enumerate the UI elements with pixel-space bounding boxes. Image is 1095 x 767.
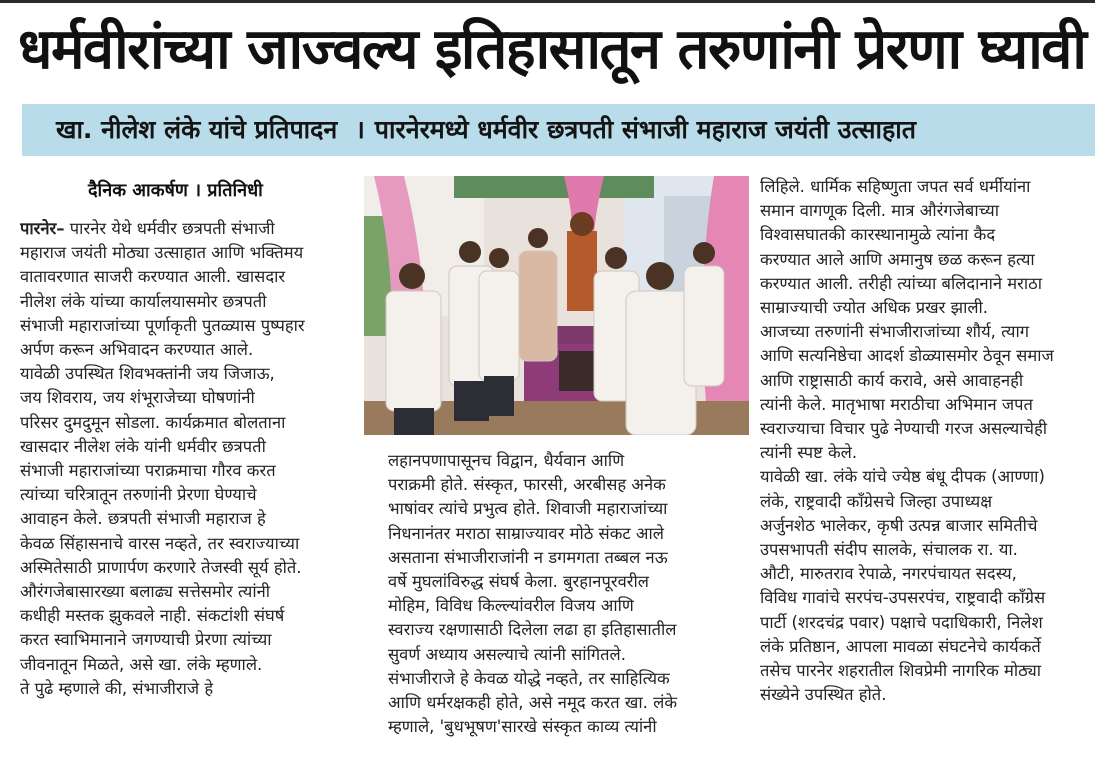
subheading-right: पारनेरमध्ये धर्मवीर छत्रपती संभाजी महाराज जयंती उत्साहात [374, 115, 916, 144]
top-rule [0, 0, 1095, 3]
subheading-left: खा. नीलेश लंके यांचे प्रतिपादन [56, 115, 338, 144]
headline: धर्मवीरांच्या जाज्वल्य इतिहासातून तरुणांनी प्रेरणा घ्यावी [18, 17, 1086, 82]
subheading-bar [22, 104, 1095, 156]
byline: दैनिक आकर्षण । प्रतिनिधी [88, 180, 263, 201]
article-column-2: लहानपणापासूनच विद्वान, धैर्यवान आणि पराक्रमी होते. संस्कृत, फारसी, अरबीसह अनेक भाषांवर त्यांचे प्रभुत्व होते. शिवाजी महाराजांच्या निधनानंतर मराठा साम्राज्यावर मोठे संकट आले असताना संभाजीराजांनी न डगमगता तब्बल नऊ वर्षे मुघलांविरुद्ध संघर्ष केला. बुरहानपूरवरील मोहिम, विविध किल्ल्यांवरील विजय आणि स्वराज्य रक्षणासाठी दिलेला लढा हा इतिहासातील सुवर्ण अध्याय असल्याचे त्यांनी सांगितले. संभाजीराजे हे केवळ योद्धे नव्हते, तर साहित्यिक आणि धर्मरक्षकही होते, असे नमूद करत खा. लंके म्हणाले, 'बुधभूषण'सारखे संस्कृत काव्य त्यांनी [388, 451, 678, 737]
article-column-1 [20, 217, 360, 747]
article-column-1-text: पारनेर येथे धर्मवीर छत्रपती संभाजी महाराज जयंती मोठ्या उत्साहात आणि भक्तिमय वातावरणात साजरी करण्यात आली. खासदार नीलेश लंके यांच्या कार्यालयासमोर छत्रपती संभाजी महाराजांच्या पूर्णाकृती पुतळ्यास पुष्पहार अर्पण करून अभिवादन करण्यात आले. यावेळी उपस्थित शिवभक्तांनी जय जिजाऊ, जय शिवराय, जय शंभूराजेच्या घोषणांनी परिसर दुमदुमून सोडला. कार्यक्रमात बोलताना खासदार नीलेश लंके यांनी धर्मवीर छत्रपती संभाजी महाराजांच्या पराक्रमाचा गौरव करत त्यांच्या चरित्रातून तरुणांनी प्रेरणा घेण्याचे आवाहन केले. छत्रपती संभाजी महाराज हे केवळ सिंहासनाचे वारस नव्हते, तर स्वराज्याच्या अस्मितेसाठी प्राणार्पण करणारे तेजस्वी सूर्य होते. औरंगजेबासारख्या बलाढ्य सत्तेसमोर त्यांनी कधीही मस्तक झुकवले नाही. संकटांशी संघर्ष करत स्वाभिमानाने जगण्याची प्रेरणा त्यांच्या जीवनातून मिळते, असे खा. लंके म्हणाले. ते पुढे म्हणाले की, संभाजीराजे हे [20, 219, 305, 698]
event-photo [364, 176, 749, 435]
subheading-separator: । [355, 115, 365, 144]
dateline-place: पारनेर– [20, 219, 65, 238]
event-photo-illustration [364, 176, 749, 435]
article-column-3: लिहिले. धार्मिक सहिष्णुता जपत सर्व धर्मीयांना समान वागणूक दिली. मात्र औरंगजेबाच्या विश्वासघातकी कारस्थानामुळे त्यांना कैद करण्यात आले आणि अमानुष छळ करून हत्या करण्यात आली. तरीही त्यांच्या बलिदानाने मराठा साम्राज्याची ज्योत अधिक प्रखर झाली. आजच्या तरुणांनी संभाजीराजांच्या शौर्य, त्याग आणि सत्यनिष्ठेचा आदर्श डोळ्यासमोर ठेवून समाज आणि राष्ट्रासाठी कार्य करावे, असे आवाहनही त्यांनी केले. मातृभाषा मराठीचा अभिमान जपत स्वराज्याचा विचार पुढे नेण्याची गरज असल्याचेही त्यांनी स्पष्ट केले. यावेळी खा. लंके यांचे ज्येष्ठ बंधू दीपक (आण्णा) लंके, राष्ट्रवादी काँग्रेसचे जिल्हा उपाध्यक्ष अर्जुनशेठ भालेकर, कृषी उत्पन्न बाजार समितीचे उपसभापती संदीप सालके, संचालक रा. या. औटी, मारुतराव रेपाळे, नगरपंचायत सदस्य, विविध गावांचे सरपंच-उपसरपंच, राष्ट्रवादी काँग्रेस पार्टी (शरदचंद्र पवार) पक्षाचे पदाधिकारी, निलेश लंके प्रतिष्ठान, आपला मावळा संघटनेचे कार्यकर्ते तसेच पारनेर शहरातील शिवप्रेमी नागरिक मोठ्या संख्येने उपस्थित होते. [760, 177, 1054, 705]
